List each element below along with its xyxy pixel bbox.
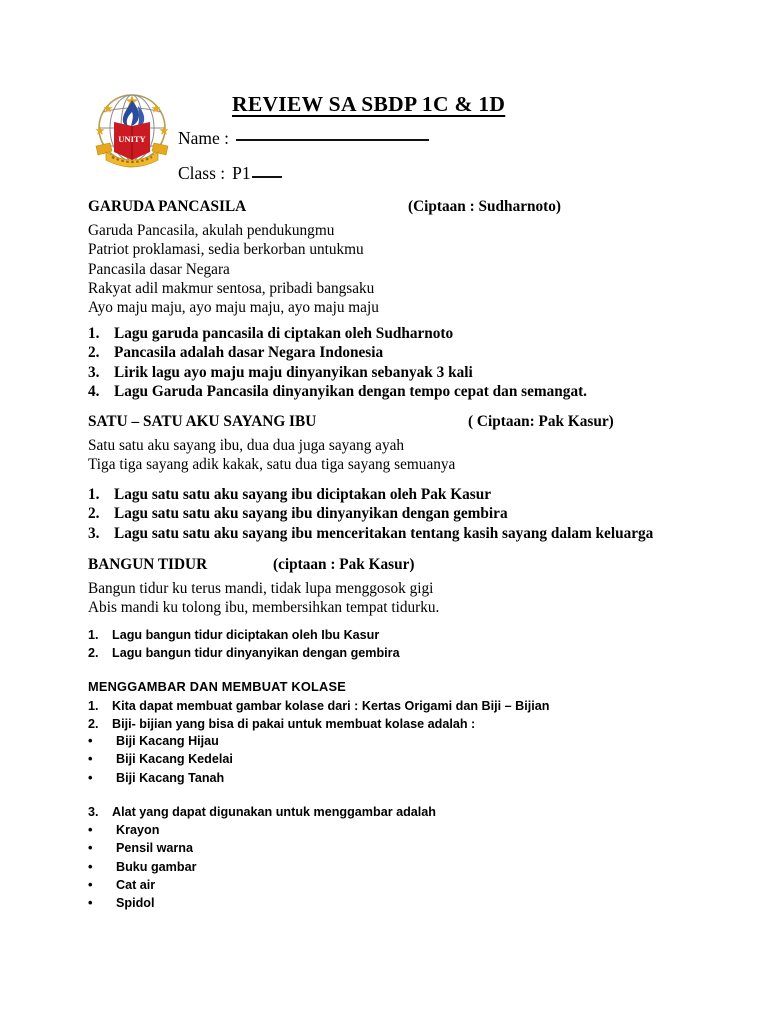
list-item-text: Biji Kacang Kedelai	[116, 752, 233, 767]
section-garuda-pancasila	[88, 198, 728, 317]
list-item	[88, 858, 728, 876]
bullet-icon: •	[88, 769, 93, 785]
song-credit: (ciptaan : Pak Kasur)	[273, 556, 415, 573]
list-item	[88, 803, 728, 821]
lyric-line: Tiga tiga sayang adik kakak, satu dua tiga sayang semuanya	[88, 456, 456, 474]
field-name-row	[178, 128, 429, 149]
list-item-text: Spidol	[116, 896, 155, 911]
song-heading-row	[88, 413, 728, 431]
bullet-icon: •	[88, 876, 93, 892]
list-item	[88, 382, 728, 401]
list-item	[88, 894, 728, 912]
list-item-text: Lagu garuda pancasila di ciptakan oleh Sudharnoto	[114, 325, 454, 342]
list-item-number: 1.	[88, 699, 99, 713]
document-header	[0, 0, 768, 195]
list-item	[88, 363, 728, 382]
notes-list-garuda	[88, 324, 728, 402]
lyric-line: Bangun tidur ku terus mandi, tidak lupa menggosok gigi	[88, 580, 434, 597]
list-item	[88, 821, 728, 839]
list-item-text: Buku gambar	[116, 859, 197, 874]
list-item-text: Cat air	[116, 877, 156, 892]
list-item	[88, 626, 728, 644]
list-item	[88, 732, 728, 750]
list-item-number: 2.	[88, 344, 100, 362]
list-item	[88, 324, 728, 343]
song-heading-row	[88, 198, 728, 216]
list-item-number: 2.	[88, 505, 100, 523]
list-item-text: Lagu Garuda Pancasila dinyanyikan dengan tempo cepat dan semangat.	[114, 383, 588, 401]
kolase-heading: MENGGAMBAR DAN MEMBUAT KOLASE	[88, 679, 346, 694]
list-item-number: 1.	[88, 628, 99, 642]
bullet-icon: •	[88, 858, 93, 874]
lyric-line: Pancasila dasar Negara	[88, 260, 230, 278]
list-item-text: Biji Kacang Tanah	[116, 770, 225, 785]
list-item-text: Lagu satu satu aku sayang ibu dinyanyikan dengan gembira	[114, 505, 508, 523]
lyric-line: Garuda Pancasila, akulah pendukungmu	[88, 222, 335, 239]
bullet-icon: •	[88, 895, 93, 911]
page-title: REVIEW SA SBDP 1C & 1D	[232, 92, 506, 116]
song-title: SATU – SATU AKU SAYANG IBU	[88, 413, 317, 430]
name-blank-line[interactable]	[236, 139, 429, 141]
list-item-text: Lagu satu satu aku sayang ibu menceritakan tentang kasih sayang dalam keluarga	[114, 524, 654, 542]
school-crest-logo	[88, 88, 176, 174]
list-item-number: 2.	[88, 646, 99, 661]
list-item-text: Lagu bangun tidur diciptakan oleh Ibu Kasur	[112, 628, 380, 642]
song-heading-row	[88, 556, 728, 574]
list-item	[88, 769, 728, 787]
tools-list	[88, 803, 728, 821]
list-item-number: 1.	[88, 325, 100, 342]
list-item	[88, 750, 728, 768]
field-value-class: P1	[232, 163, 251, 183]
song-title: BANGUN TIDUR	[88, 556, 208, 573]
field-class-row	[178, 163, 282, 184]
tools-bullet-list	[88, 821, 728, 912]
list-item-number: 1.	[88, 486, 100, 503]
list-item	[88, 343, 728, 362]
song-credit: (Ciptaan : Sudharnoto)	[408, 198, 561, 215]
list-item	[88, 697, 728, 715]
list-item-text: Lirik lagu ayo maju maju dinyanyikan sebanyak 3 kali	[114, 363, 473, 381]
list-item-text: Alat yang dapat digunakan untuk menggambar adalah	[112, 805, 436, 819]
section-satu-satu-aku-sayang-ibu	[88, 413, 728, 475]
list-item	[88, 504, 728, 523]
list-item	[88, 839, 728, 857]
list-item	[88, 485, 728, 504]
class-blank-line[interactable]	[252, 176, 282, 178]
field-label-name: Name :	[178, 128, 230, 148]
bullet-icon: •	[88, 751, 93, 767]
list-item-text: Pancasila adalah dasar Negara Indonesia	[114, 344, 384, 362]
list-item-text: Krayon	[116, 823, 160, 837]
bullet-icon: •	[88, 822, 93, 837]
kolase-list	[88, 697, 728, 733]
list-item	[88, 524, 728, 543]
bullet-icon: •	[88, 840, 93, 856]
notes-list-satu-satu	[88, 485, 728, 543]
list-item-text: Biji- bijian yang bisa di pakai untuk membuat kolase adalah :	[112, 717, 476, 732]
bullet-icon: •	[88, 733, 93, 748]
list-item-text: Pensil warna	[116, 841, 193, 856]
list-item-number: 3.	[88, 363, 100, 381]
lyric-line: Patriot proklamasi, sedia berkorban untukmu	[88, 241, 364, 259]
list-item-number: 3.	[88, 524, 100, 542]
list-item-text: Lagu bangun tidur dinyanyikan dengan gembira	[112, 646, 400, 661]
lyric-line: Satu satu aku sayang ibu, dua dua juga sayang ayah	[88, 437, 405, 454]
list-item-number: 3.	[88, 805, 99, 819]
list-item	[88, 876, 728, 894]
list-item-text: Kita dapat membuat gambar kolase dari : Kertas Origami dan Biji – Bijian	[112, 699, 550, 713]
song-title: GARUDA PANCASILA	[88, 198, 247, 215]
song-credit: ( Ciptaan: Pak Kasur)	[468, 413, 614, 430]
logo-motto-text: UNITY	[118, 134, 146, 144]
lyric-line: Abis mandi ku tolong ibu, membersihkan tempat tidurku.	[88, 599, 440, 617]
seeds-bullet-list	[88, 732, 728, 787]
list-item	[88, 644, 728, 662]
list-item	[88, 715, 728, 733]
list-item-text: Biji Kacang Hijau	[116, 734, 219, 748]
lyric-line: Ayo maju maju, ayo maju maju, ayo maju maju	[88, 299, 379, 317]
field-label-class: Class :	[178, 163, 226, 183]
list-item-number: 4.	[88, 383, 100, 401]
list-item-text: Lagu satu satu aku sayang ibu diciptakan oleh Pak Kasur	[114, 486, 492, 503]
lyric-line: Rakyat adil makmur sentosa, pribadi bangsaku	[88, 279, 375, 297]
notes-list-bangun-tidur	[88, 626, 728, 662]
list-item-number: 2.	[88, 717, 99, 732]
section-bangun-tidur	[88, 556, 728, 618]
section-menggambar-kolase	[88, 679, 728, 694]
